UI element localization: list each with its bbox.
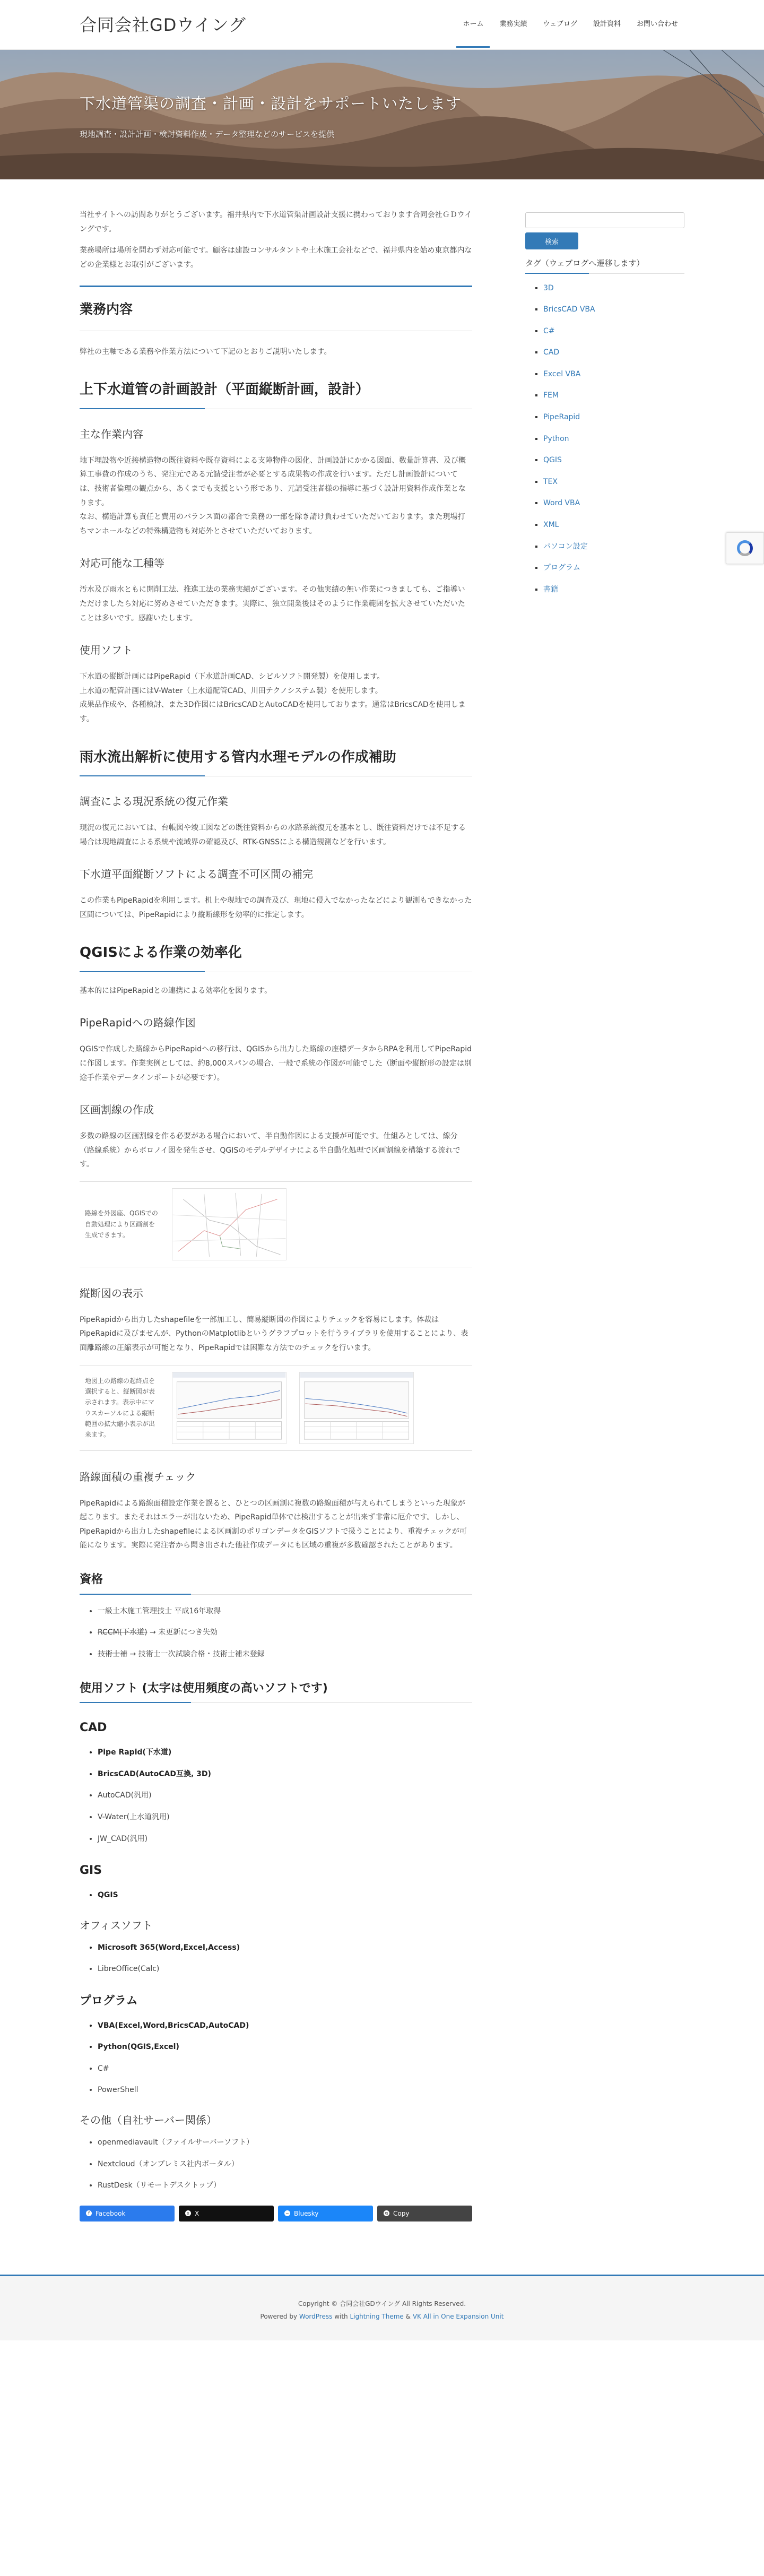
software-item: • Pipe Rapid(下水道): [98, 1745, 472, 1760]
hero-title: 下水道管渠の調査・計画・設計をサポートいたします: [80, 94, 462, 113]
complement-text: この作業もPipeRapidを利用します。机上や現地での調査及び、現地に侵入でなかったなどにより観測もできなかった区間については、PipeRapidにより縦断線形を効率的に推定します。: [80, 896, 472, 919]
program-list: [98, 2019, 472, 2097]
tag-link[interactable]: FEM: [543, 391, 559, 400]
qualification-item: [98, 1626, 472, 1640]
software-item: • PowerShell: [98, 2083, 472, 2097]
piperapid-route-heading: PipeRapidへの路線作図: [80, 1016, 196, 1030]
hero-text: [80, 89, 684, 142]
tag-link[interactable]: TEX: [543, 477, 558, 486]
gis-heading: GIS: [80, 1864, 102, 1878]
section-runoff-heading: 雨水流出解析に使用する管内水理モデルの作成補助: [80, 745, 472, 776]
plugin-link[interactable]: VK All in One Expansion Unit: [412, 2312, 504, 2320]
bluesky-icon: ~: [284, 2210, 290, 2216]
tag-item: [543, 345, 684, 360]
software-used-heading: 使用ソフト: [80, 644, 133, 657]
tag-link[interactable]: BricsCAD VBA: [543, 305, 595, 314]
software-item: • QGIS: [98, 1888, 472, 1903]
software-item: • RustDesk（リモートデスクトップ）: [98, 2179, 472, 2193]
intro: [80, 208, 472, 272]
content-container: [80, 179, 684, 2253]
nav-contact[interactable]: お問い合わせ: [636, 20, 678, 29]
software-item: • AutoCAD(汎用): [98, 1788, 472, 1803]
copyright: Copyright © 合同会社GDウイング All Rights Reserved.: [298, 2300, 466, 2307]
work-types-text: 汚水及び雨水ともに開削工法、推進工法の業務実績がございます。その他実績の無い作業につきましても、ご指導いただけましたら対応に努めさせていただきます。実際に、独立開業後はそのように作業範囲を拡大させていただいたことは多いです。感謝いたします。: [80, 585, 465, 623]
figure-caption: 路線を外図座、QGISでの自動処理により区画割を生成できます。: [85, 1209, 158, 1239]
tag-list: [543, 281, 684, 597]
copy-icon: ⧉: [384, 2210, 389, 2216]
qualification-struck: 技術士補: [98, 1650, 127, 1659]
office-heading: オフィスソフト: [80, 1918, 153, 1932]
software-heading: 使用ソフト (太字は使用頻度の高いソフトです): [80, 1678, 472, 1704]
qualification-note: → 技術士一次試験合格・技術士補未登録: [127, 1650, 265, 1659]
amp-label: &: [405, 2312, 411, 2320]
share-label: Copy: [393, 2209, 410, 2217]
tag-heading: タグ（ウェブログへ遷移します）: [525, 256, 684, 274]
sidebar: [525, 208, 684, 2253]
global-nav: [456, 2, 684, 48]
tag-item: [543, 518, 684, 532]
tag-link[interactable]: Python: [543, 434, 569, 443]
share-label: Facebook: [96, 2209, 126, 2217]
program-heading: プログラム: [80, 1994, 138, 2008]
figure-profile: [80, 1365, 472, 1451]
tag-link[interactable]: XML: [543, 521, 559, 530]
division-map-image[interactable]: [172, 1188, 286, 1260]
intro-paragraph: 業務場所は場所を問わず対応可能です。顧客は建設コンサルタントや土木施工会社などで、福井県内を始め東京都内などの企業様とお取引がございます。: [80, 246, 472, 269]
software-item: • LibreOffice(Calc): [98, 1962, 472, 1976]
share-label: X: [195, 2209, 199, 2217]
division-line-text: 多数の路線の区画割線を作る必要がある場合において、半自動作図による支援が可能です。仕組みとしては、線分（路線系統）からボロノイ図を発生させ、QGISのモデルデザイナによる半自動化処理で区画割線を構築する流れです。: [80, 1132, 461, 1169]
wordpress-link[interactable]: WordPress: [299, 2312, 333, 2320]
profile-view-heading: 縦断図の表示: [80, 1286, 143, 1300]
share-buttons: [80, 2206, 472, 2221]
intro-paragraph: 当社サイトへの訪問ありがとうございます。福井県内で下水道管渠計画設計支援に携わっております合同会社ＧＤウイングです。: [80, 211, 472, 234]
copy-link-button[interactable]: [377, 2206, 472, 2221]
search-button[interactable]: 検索: [525, 232, 578, 249]
other-list: [98, 2136, 472, 2193]
restore-text: 現況の復元においては、台帳図や竣工図などの既往資料からの水路系統復元を基本とし、既往資料だけでは不足する場合は現地調査による系統や流域界の確認及び、RTK-GNSSによる構造観測などを行います。: [80, 823, 466, 846]
tag-link[interactable]: Word VBA: [543, 499, 580, 508]
software-item: • V-Water(上水道汎用): [98, 1810, 472, 1825]
profile-view-text: PipeRapidから出力したshapefileを一部加工し、簡易縦断図の作図によりチェックを容易にします。体裁はPipeRapidに及びませんが、PythonのMatplotlibというグラフプロットを行うライブラリを使用することにより、表面離路線の圧縮表示が可能となり、PipeRapidでは困難な方法でのチェックを行います。: [80, 1315, 468, 1353]
tag-item: [543, 367, 684, 382]
qualifications-list: [98, 1604, 472, 1662]
section-planning-heading: 上下水道管の計画設計（平面縦断計画，設計）: [80, 377, 472, 409]
qgis-lead: 基本的にはPipeRapidとの連携による効率化を図ります。: [80, 986, 272, 995]
tag-link[interactable]: 3D: [543, 283, 554, 292]
nav-weblog[interactable]: ウェブログ: [543, 20, 577, 29]
nav-works[interactable]: 業務実績: [499, 20, 527, 29]
software-item: • C#: [98, 2062, 472, 2076]
tag-link[interactable]: プログラム: [543, 564, 580, 573]
tag-item: [543, 453, 684, 468]
qualification-item: • 一級土木施工管理技士 平成16年取得: [98, 1604, 472, 1619]
share-facebook-button[interactable]: [80, 2206, 175, 2221]
software-item: • JW_CAD(汎用): [98, 1832, 472, 1846]
other-heading: その他（自社サーバー関係）: [80, 2113, 217, 2127]
software-item: • openmediavault（ファイルサーバーソフト）: [98, 2136, 472, 2150]
main-content: [80, 208, 472, 2253]
figure-division: [80, 1181, 472, 1267]
powered-by: [0, 2310, 764, 2323]
tag-link[interactable]: Excel VBA: [543, 369, 581, 378]
qualification-note: → 未更新につき失効: [147, 1628, 218, 1637]
share-x-button[interactable]: [179, 2206, 274, 2221]
business-heading: 業務内容: [80, 286, 472, 331]
tag-item: [543, 432, 684, 446]
facebook-icon: f: [86, 2210, 92, 2216]
complement-heading: 下水道平面縦断ソフトによる調査不可区間の補完: [80, 868, 313, 881]
site-footer: [0, 2275, 764, 2340]
software-item: • VBA(Excel,Word,BricsCAD,AutoCAD): [98, 2019, 472, 2033]
with-label: with: [334, 2312, 348, 2320]
tag-item: [543, 410, 684, 425]
tag-item: [543, 324, 684, 339]
office-list: [98, 1941, 472, 1976]
overlap-check-text: PipeRapidによる路線面積設定作業を誤ると、ひとつの区画割に複数の路線面積が与えられてしまうといった現象が起こります。またそれはエラーが出ないため、PipeRapid単体では検出することが出来ず非常に厄介です。しかし、PipeRapidから出力したshapefileによる区画割のポリゴンデータをGISソフトで扱うことにより、重複チェックが可能になります。実際に発注者から聞き出された他社作成データにも区域の重複が多数確認されたことがあります。: [80, 1499, 467, 1550]
restore-heading: 調査による現況系統の復元作業: [80, 794, 228, 808]
profile-screenshot-1[interactable]: [172, 1372, 286, 1444]
section-qgis-heading: QGISによる作業の効率化: [80, 940, 472, 972]
figure-caption: 地図上の路線の起終点を選択すると、縦断図が表示されます。表示中にマウスカーソルによる縦断範囲の拡大縮小表示が出来ます。: [85, 1377, 155, 1439]
qualifications-heading: 資格: [80, 1569, 472, 1595]
tag-item: [543, 281, 684, 296]
software-item: • Microsoft 365(Word,Excel,Access): [98, 1941, 472, 1955]
cad-list: [98, 1745, 472, 1846]
share-label: Bluesky: [294, 2209, 319, 2217]
x-icon: x: [185, 2210, 191, 2216]
tag-link[interactable]: QGIS: [543, 456, 562, 465]
business-lead: 弊社の主軸である業務や作業方法について下記のとおりご説明いたします。: [80, 347, 332, 356]
theme-link[interactable]: Lightning Theme: [350, 2312, 404, 2320]
hero-subtitle: 現地調査・設計計画・検討資料作成・データ整理などのサービスを提供: [80, 129, 335, 140]
software-item: • Python(QGIS,Excel): [98, 2040, 472, 2054]
main-work-heading: 主な作業内容: [80, 427, 143, 440]
recaptcha-badge[interactable]: [726, 532, 764, 564]
qualification-item: [98, 1647, 472, 1662]
qualification-struck: RCCM(下水道): [98, 1628, 147, 1637]
nav-home[interactable]: ホーム: [456, 2, 490, 48]
tag-link[interactable]: 書籍: [543, 585, 558, 594]
software-item: • BricsCAD(AutoCAD互換, 3D): [98, 1767, 472, 1782]
software-used-text: 下水道の縦断計画にはPipeRapid（下水道計画CAD、シビルソフト開発製）を使用します。 上水道の配管計画にはV-Water（上水道配管CAD、川田テクノシステム製）を使用します。 成果品作成や、各種検討、また3D作図にはBricsCADとAutoCADを使用しております。通常はBricsCADを使用します。: [80, 672, 466, 723]
main-work-text: 地下埋設物や近接構造物の既往資料や既存資料による支障物件の図化、計画設計にかかる図面、数量計算書、及び概算工事費の作成のうち、発注元である元請受注者が必要とする成果物の作成を行います。ただし計画設計については、技術者倫理の観点から、あくまでも支援という形であり、元請受注者様の指導に基づく設計用資料作成作業となります。 なお、構造計算も責任と費用のバランス面の都合で業務の一部を除き請け負わせていただいております。また現場打ちマンホールなどの特殊構造物も対応外とさせていただいております。: [80, 456, 466, 535]
cad-heading: CAD: [80, 1721, 107, 1735]
share-bluesky-button[interactable]: [278, 2206, 373, 2221]
tag-item: [543, 583, 684, 597]
gis-list: [98, 1888, 472, 1903]
powered-label: Powered by: [260, 2312, 298, 2320]
division-line-heading: 区画割線の作成: [80, 1103, 154, 1117]
tag-item: [543, 540, 684, 554]
site-logo[interactable]: 合同会社GDウイング: [80, 14, 246, 35]
tag-item: [543, 475, 684, 489]
recaptcha-icon: [737, 540, 753, 556]
tag-link[interactable]: パソコン設定: [543, 542, 588, 551]
tag-link[interactable]: CAD: [543, 348, 560, 357]
tag-item: [543, 496, 684, 511]
profile-screenshot-2[interactable]: [299, 1372, 414, 1444]
hero-banner: [0, 50, 764, 179]
tag-link[interactable]: C#: [543, 326, 555, 335]
overlap-check-heading: 路線面積の重複チェック: [80, 1470, 196, 1483]
tag-item: [543, 388, 684, 403]
search-input[interactable]: [525, 212, 684, 228]
software-item: • Nextcloud（オンプレミス社内ポータル）: [98, 2157, 472, 2172]
tag-link[interactable]: PipeRapid: [543, 413, 580, 422]
tag-item: [543, 302, 684, 317]
tag-item: [543, 561, 684, 575]
search-widget: [525, 212, 684, 249]
work-types-heading: 対応可能な工種等: [80, 557, 164, 570]
nav-design-docs[interactable]: 設計資料: [593, 20, 621, 29]
piperapid-route-text: QGISで作成した路線からPipeRapidへの移行は、QGISから出力した路線の座標データからRPAを利用してPipeRapidに作図します。作業実例としては、約8,000スパンの場合、一般で系統の作図が可能でした（断面や縦断形の設定は別途手作業やデータインポートが必要です）。: [80, 1045, 472, 1082]
site-header: [0, 0, 764, 50]
